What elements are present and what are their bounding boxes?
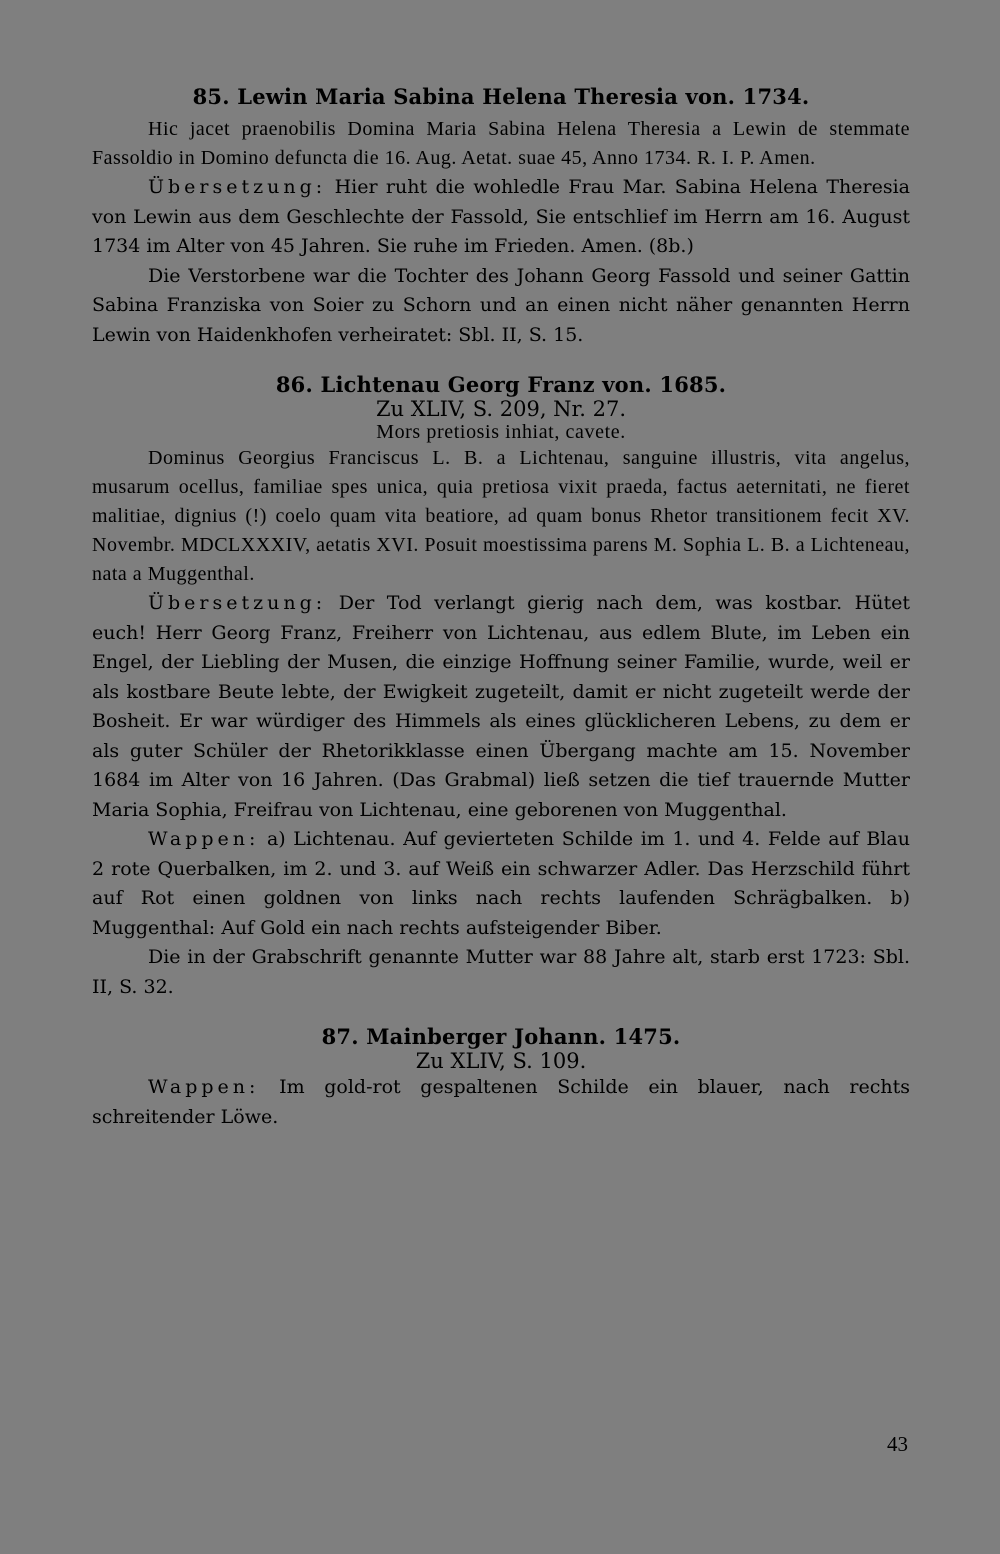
translation-label: Übersetzung:: [148, 592, 327, 614]
entry-87: [92, 1024, 910, 1132]
document-page: [92, 84, 910, 1132]
wappen-text: a) Lichtenau. Auf gevierteten Schilde im 1. und 4. Felde auf Blau 2 rote Querbalken, im 2. und 3. auf Weiß ein schwarzer Adler. Das Herzschild führt auf Rot einen goldnen von links nach rechts laufenden Schrägbalken. b) Muggenthal: Auf Gold ein nach rechts aufsteigender Biber.: [92, 828, 910, 939]
spacer: [92, 1002, 910, 1024]
entry-heading: 86. Lichtenau Georg Franz von. 1685.: [275, 372, 727, 397]
entry-heading: 85. Lewin Maria Sabina Helena Theresia von. 1734.: [192, 84, 810, 109]
latin-inscription: Hic jacet praenobilis Domina Maria Sabina Helena Theresia a Lewin de stemmate Fassoldio in Domino defuncta die 16. Aug. Aetat. suae 45, Anno 1734. R. I. P. Amen.: [92, 118, 910, 169]
wappen-label: Wappen:: [148, 1076, 260, 1098]
entry-86: [92, 372, 910, 1002]
page-number: 43: [887, 1432, 908, 1456]
translation-label: Übersetzung:: [148, 176, 327, 198]
translation-paragraph: [92, 173, 910, 262]
wappen-paragraph: [92, 1073, 910, 1132]
motto-line: Mors pretiosis inhiat, cavete.: [376, 421, 626, 443]
latin-inscription: Dominus Georgius Franciscus L. B. a Lichtenau, sanguine illustris, vita angelus, musarum ocellus, familiae spes unica, quia pretiosa vixit praeda, factus aeternitati, ne fieret malitiae, dignius (!) coelo quam vita beatiore, ad quam bonus Rhetor transitionem fecit XV. Novembr. MDCLXXXIV, aetatis XVI. Posuit moestissima parens M. Sophia L. B. a Lichteneau, nata a Muggenthal.: [92, 447, 910, 585]
wappen-label: Wappen:: [148, 828, 260, 850]
reference-line: Zu XLIV, S. 109.: [415, 1049, 587, 1073]
translation-text: Hier ruht die wohledle Frau Mar. Sabina Helena Theresia von Lewin aus dem Geschlechte der Fassold, Sie entschlief im Herrn am 16. August 1734 im Alter von 45 Jahren. Sie ruhe im Frieden. Amen. (8b.): [92, 176, 910, 257]
reference-line: Zu XLIV, S. 209, Nr. 27.: [375, 397, 627, 421]
translation-text: Der Tod verlangt gierig nach dem, was kostbar. Hütet euch! Herr Georg Franz, Freiherr von Lichtenau, aus edlem Blute, im Leben ein Engel, der Liebling der Musen, die einzige Hoffnung seiner Familie, wurde, weil er als kostbare Beute lebte, der Ewigkeit zugeteilt, damit er nicht zugeteilt werde der Bosheit. Er war würdiger des Himmels als eines glücklicheren Lebens, zu dem er als guter Schüler der Rhetorikklasse einen Übergang machte am 15. November 1684 im Alter von 16 Jahren. (Das Grabmal) ließ setzen die tief trauernde Mutter Maria Sophia, Freifrau von Lichtenau, eine geborenen von Muggenthal.: [92, 592, 910, 821]
translation-paragraph: [92, 589, 910, 825]
entry-85: [92, 84, 910, 350]
wappen-paragraph: [92, 825, 910, 943]
note-paragraph: Die in der Grabschrift genannte Mutter war 88 Jahre alt, starb erst 1723: Sbl. II, S. 32.: [92, 946, 910, 998]
spacer: [92, 350, 910, 372]
note-paragraph: Die Verstorbene war die Tochter des Johann Georg Fassold und seiner Gattin Sabina Franziska von Soier zu Schorn und an einen nicht näher genannten Herrn Lewin von Haidenkhofen verheiratet: Sbl. II, S. 15.: [92, 264, 910, 346]
entry-heading: 87. Mainberger Johann. 1475.: [321, 1024, 681, 1049]
wappen-text: Im gold-rot gespaltenen Schilde ein blauer, nach rechts schreitender Löwe.: [92, 1076, 910, 1128]
